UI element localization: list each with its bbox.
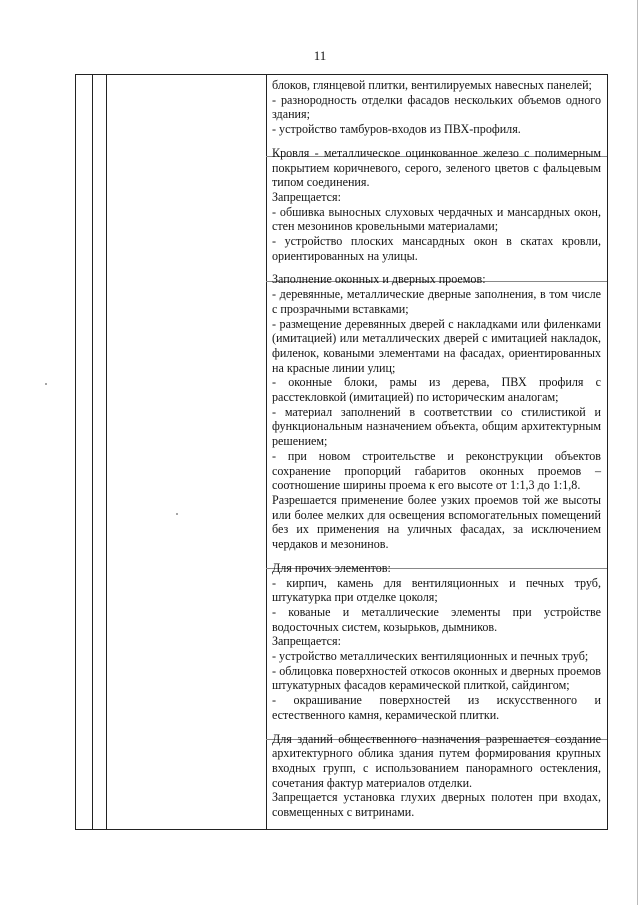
paragraph: - обшивка выносных слуховых чердачных и мансардных окон, стен мезонинов кровельными материалами; [272, 204, 601, 234]
paragraph: Разрешается применение более узких проемов той же высоты или более мелких для освещения вспомогательных помещений без их применения на уличных фасадах, за исключением чердаков и мезонинов. [272, 492, 601, 552]
paragraph: - оконные блоки, рамы из дерева, ПВХ профиля с расстекловкой (имитацией) по историческим аналогам; [272, 375, 601, 405]
paragraph: - кованые и металлические элементы при устройстве водосточных систем, козырьков, дымников. [272, 604, 601, 634]
section-public-buildings [272, 732, 601, 820]
paragraph: Запрещается: [272, 634, 341, 649]
paragraph: - материал заполнений в соответствии со стилистикой и функциональным назначением объекта, общим архитектурным решением; [272, 404, 601, 449]
paragraph: - при новом строительстве и реконструкции объектов сохранение пропорций габаритов оконных проемов – соотношение ширины проема к его высоте от 1:1,3 до 1:1,8. [272, 448, 601, 493]
paragraph: - деревянные, металлические дверные заполнения, в том числе с прозрачными вставками; [272, 287, 601, 316]
scan-edge [637, 0, 638, 905]
paragraph: Запрещается установка глухих дверных полотен при входах, совмещенных с витринами. [272, 790, 601, 820]
paragraph: - кирпич, камень для вентиляционных и печных труб, штукатурка при отделке цоколя; [272, 575, 601, 605]
paragraph: - устройство тамбуров-входов из ПВХ-профиля. [272, 122, 521, 137]
page-number: 11 [313, 48, 327, 63]
paragraph: - устройство плоских мансардных окон в скатах кровли, ориентированных на улицы. [272, 234, 601, 263]
column-divider-2 [106, 75, 107, 829]
paragraph: Для зданий общественного назначения разрешается создание архитектурного облика здания путем формирования крупных входных групп, с использованием панорамного остекления, сочетания фактур материалов отделки. [272, 731, 601, 790]
paragraph: - устройство металлических вентиляционных и печных труб; [272, 649, 589, 664]
paragraph: - размещение деревянных дверей с накладками или филенками (имитацией) или металлических дверей с имитацией накладок, филенок, коваными элементами на фасадах, ориентированных на красные линии улиц; [272, 316, 601, 375]
column-divider-3 [266, 75, 267, 829]
paragraph: блоков, глянцевой плитки, вентилируемых навесных панелей; [272, 78, 592, 92]
paragraph: Кровля - металлическое оцинкованное железо с полимерным покрытием коричневого, серого, зеленого цветов с фальцевым типом соединения. [272, 145, 601, 190]
scan-speck [176, 513, 178, 515]
section-other-elements [272, 561, 601, 723]
column-divider-1 [92, 75, 93, 829]
requirements-cell [272, 78, 601, 829]
section-openings [272, 272, 601, 551]
paragraph: Заполнение оконных и дверных проемов: [272, 272, 486, 287]
section-roof [272, 146, 601, 264]
paragraph: - облицовка поверхностей откосов оконных и дверных проемов штукатурных фасадов керамической плиткой, сайдингом; [272, 663, 601, 693]
paragraph: - окрашивание поверхностей из искусственного и естественного камня, керамической плитки. [272, 693, 601, 722]
paragraph: Запрещается: [272, 189, 341, 204]
paragraph: - разнородность отделки фасадов нескольких объемов одного здания; [272, 92, 601, 122]
section-facade-end [272, 78, 601, 137]
paragraph: Для прочих элементов: [272, 560, 391, 575]
scan-speck [45, 383, 47, 385]
table-frame [75, 74, 608, 830]
